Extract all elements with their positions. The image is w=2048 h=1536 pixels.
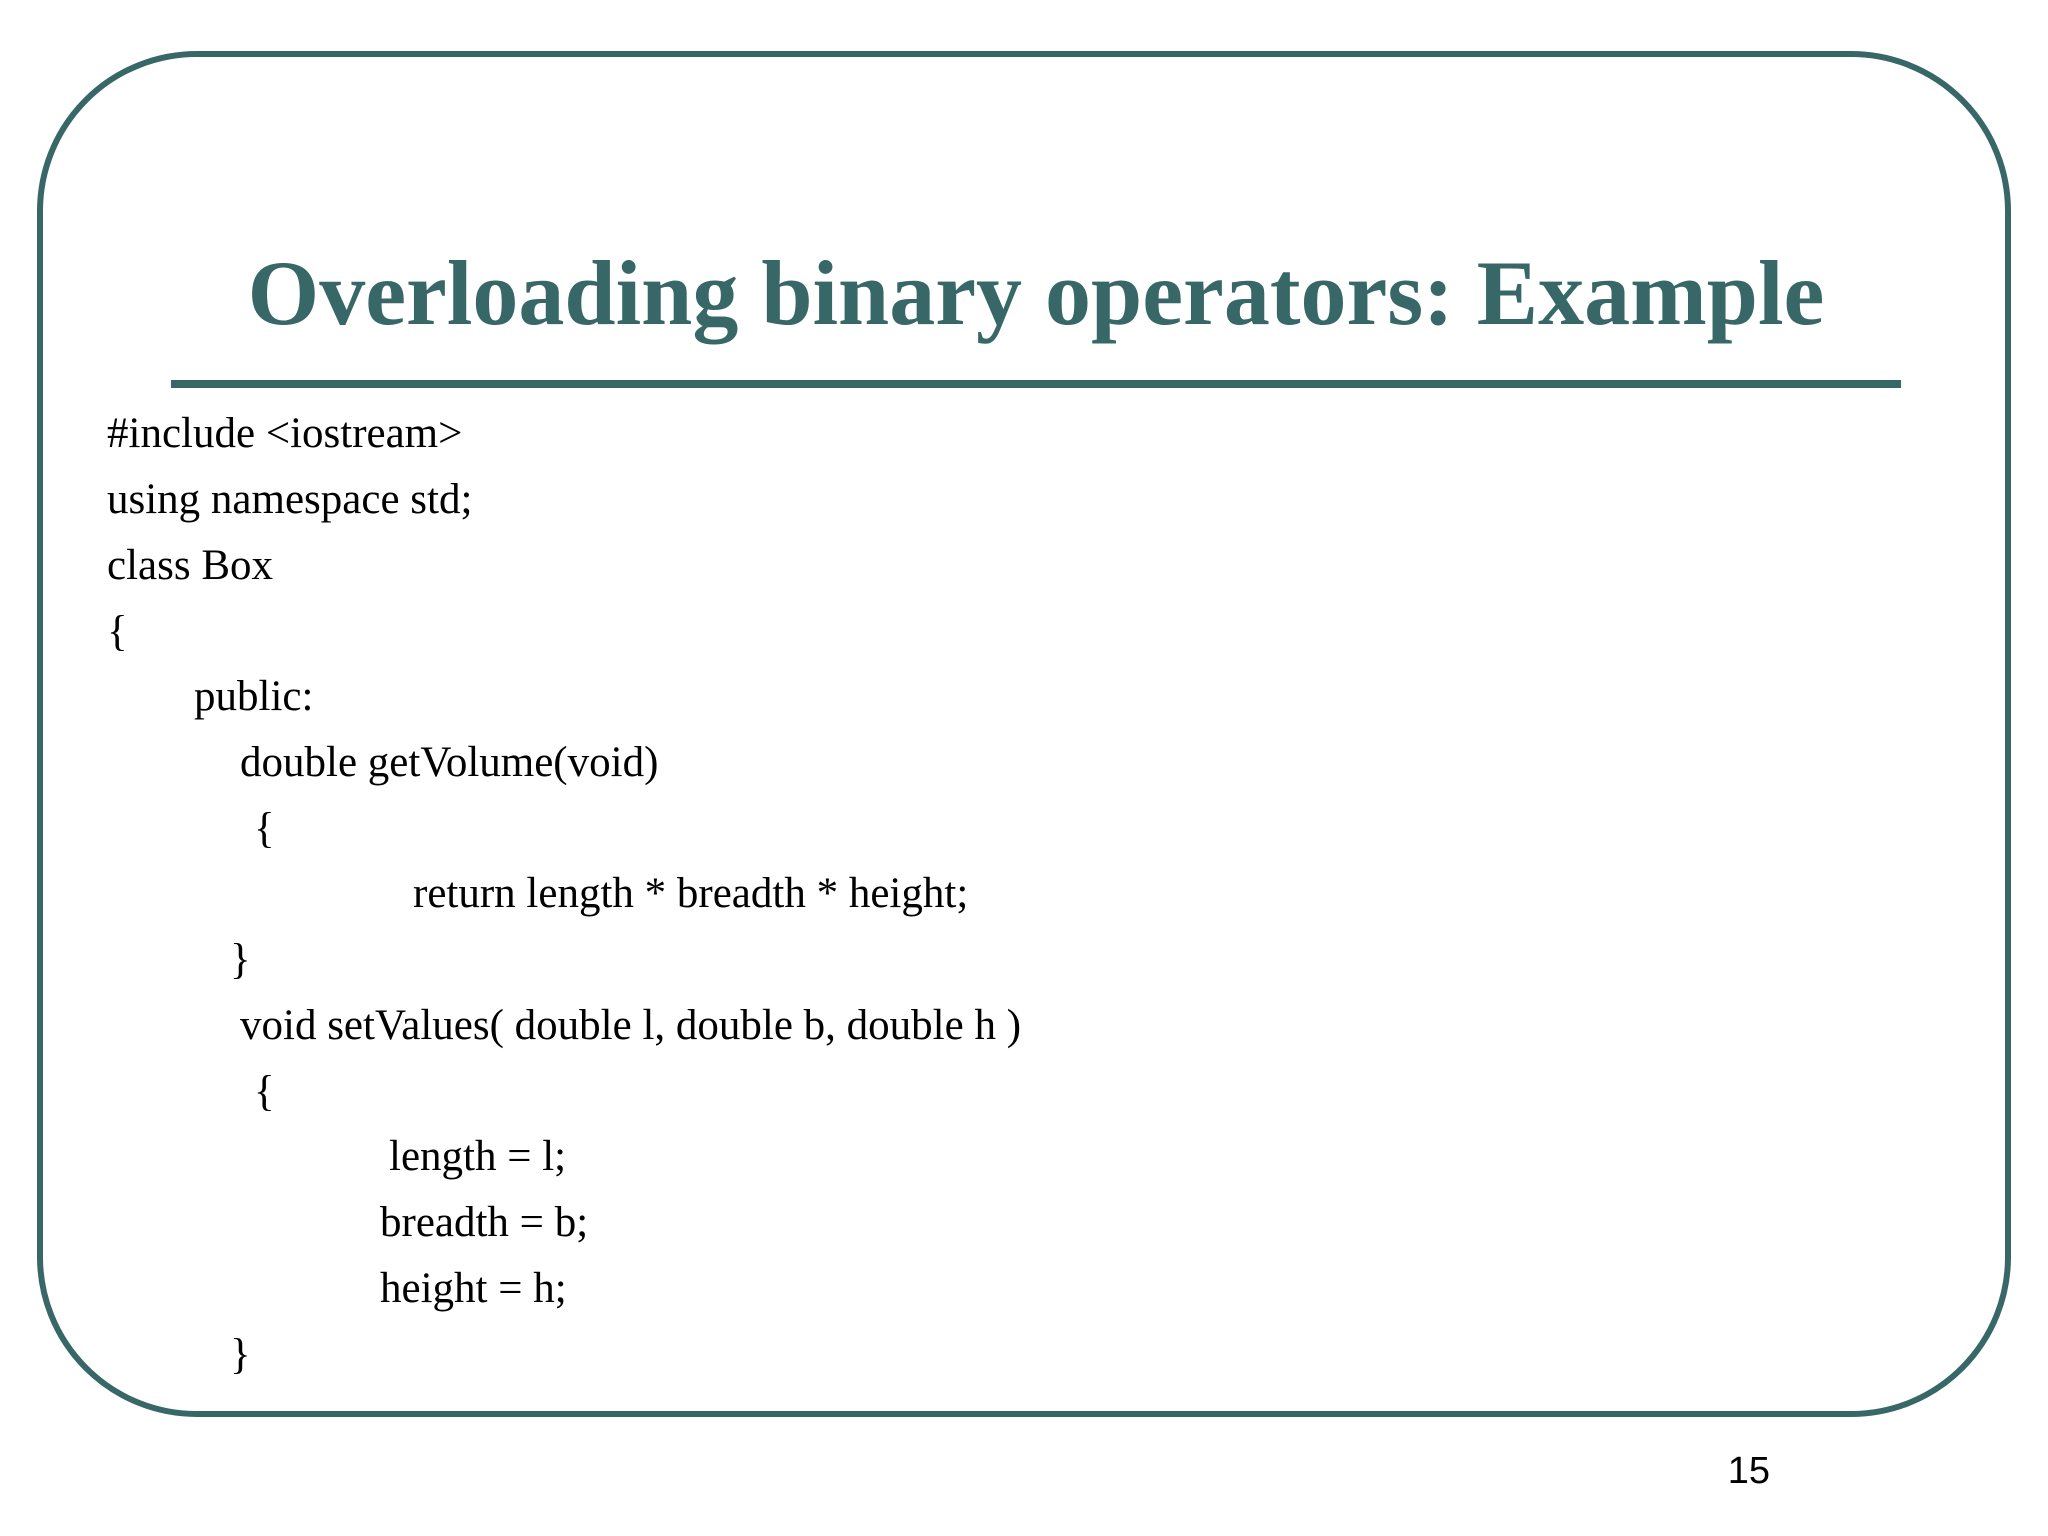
page-number: 15 (1727, 1450, 1770, 1492)
code-line-15: } (230, 1331, 251, 1378)
code-line-6: double getVolume(void) (240, 739, 659, 786)
code-line-3: class Box (107, 542, 274, 589)
code-line-9: } (230, 936, 251, 983)
code-line-1: #include <iostream> (107, 410, 463, 457)
code-line-10: void setValues( double l, double b, double h ) (240, 1002, 1022, 1049)
code-line-7: { (254, 805, 275, 852)
code-line-4: { (107, 608, 128, 655)
code-line-5: public: (194, 673, 314, 720)
code-line-13: breadth = b; (380, 1199, 589, 1246)
code-line-11: { (254, 1068, 275, 1115)
code-line-8: return length * breadth * height; (413, 870, 969, 917)
slide-title: Overloading binary operators: Example (247, 242, 1825, 344)
title-underline (171, 380, 1901, 388)
code-line-12: length = l; (389, 1133, 567, 1180)
code-line-14: height = h; (380, 1265, 567, 1312)
code-line-2: using namespace std; (107, 476, 473, 523)
